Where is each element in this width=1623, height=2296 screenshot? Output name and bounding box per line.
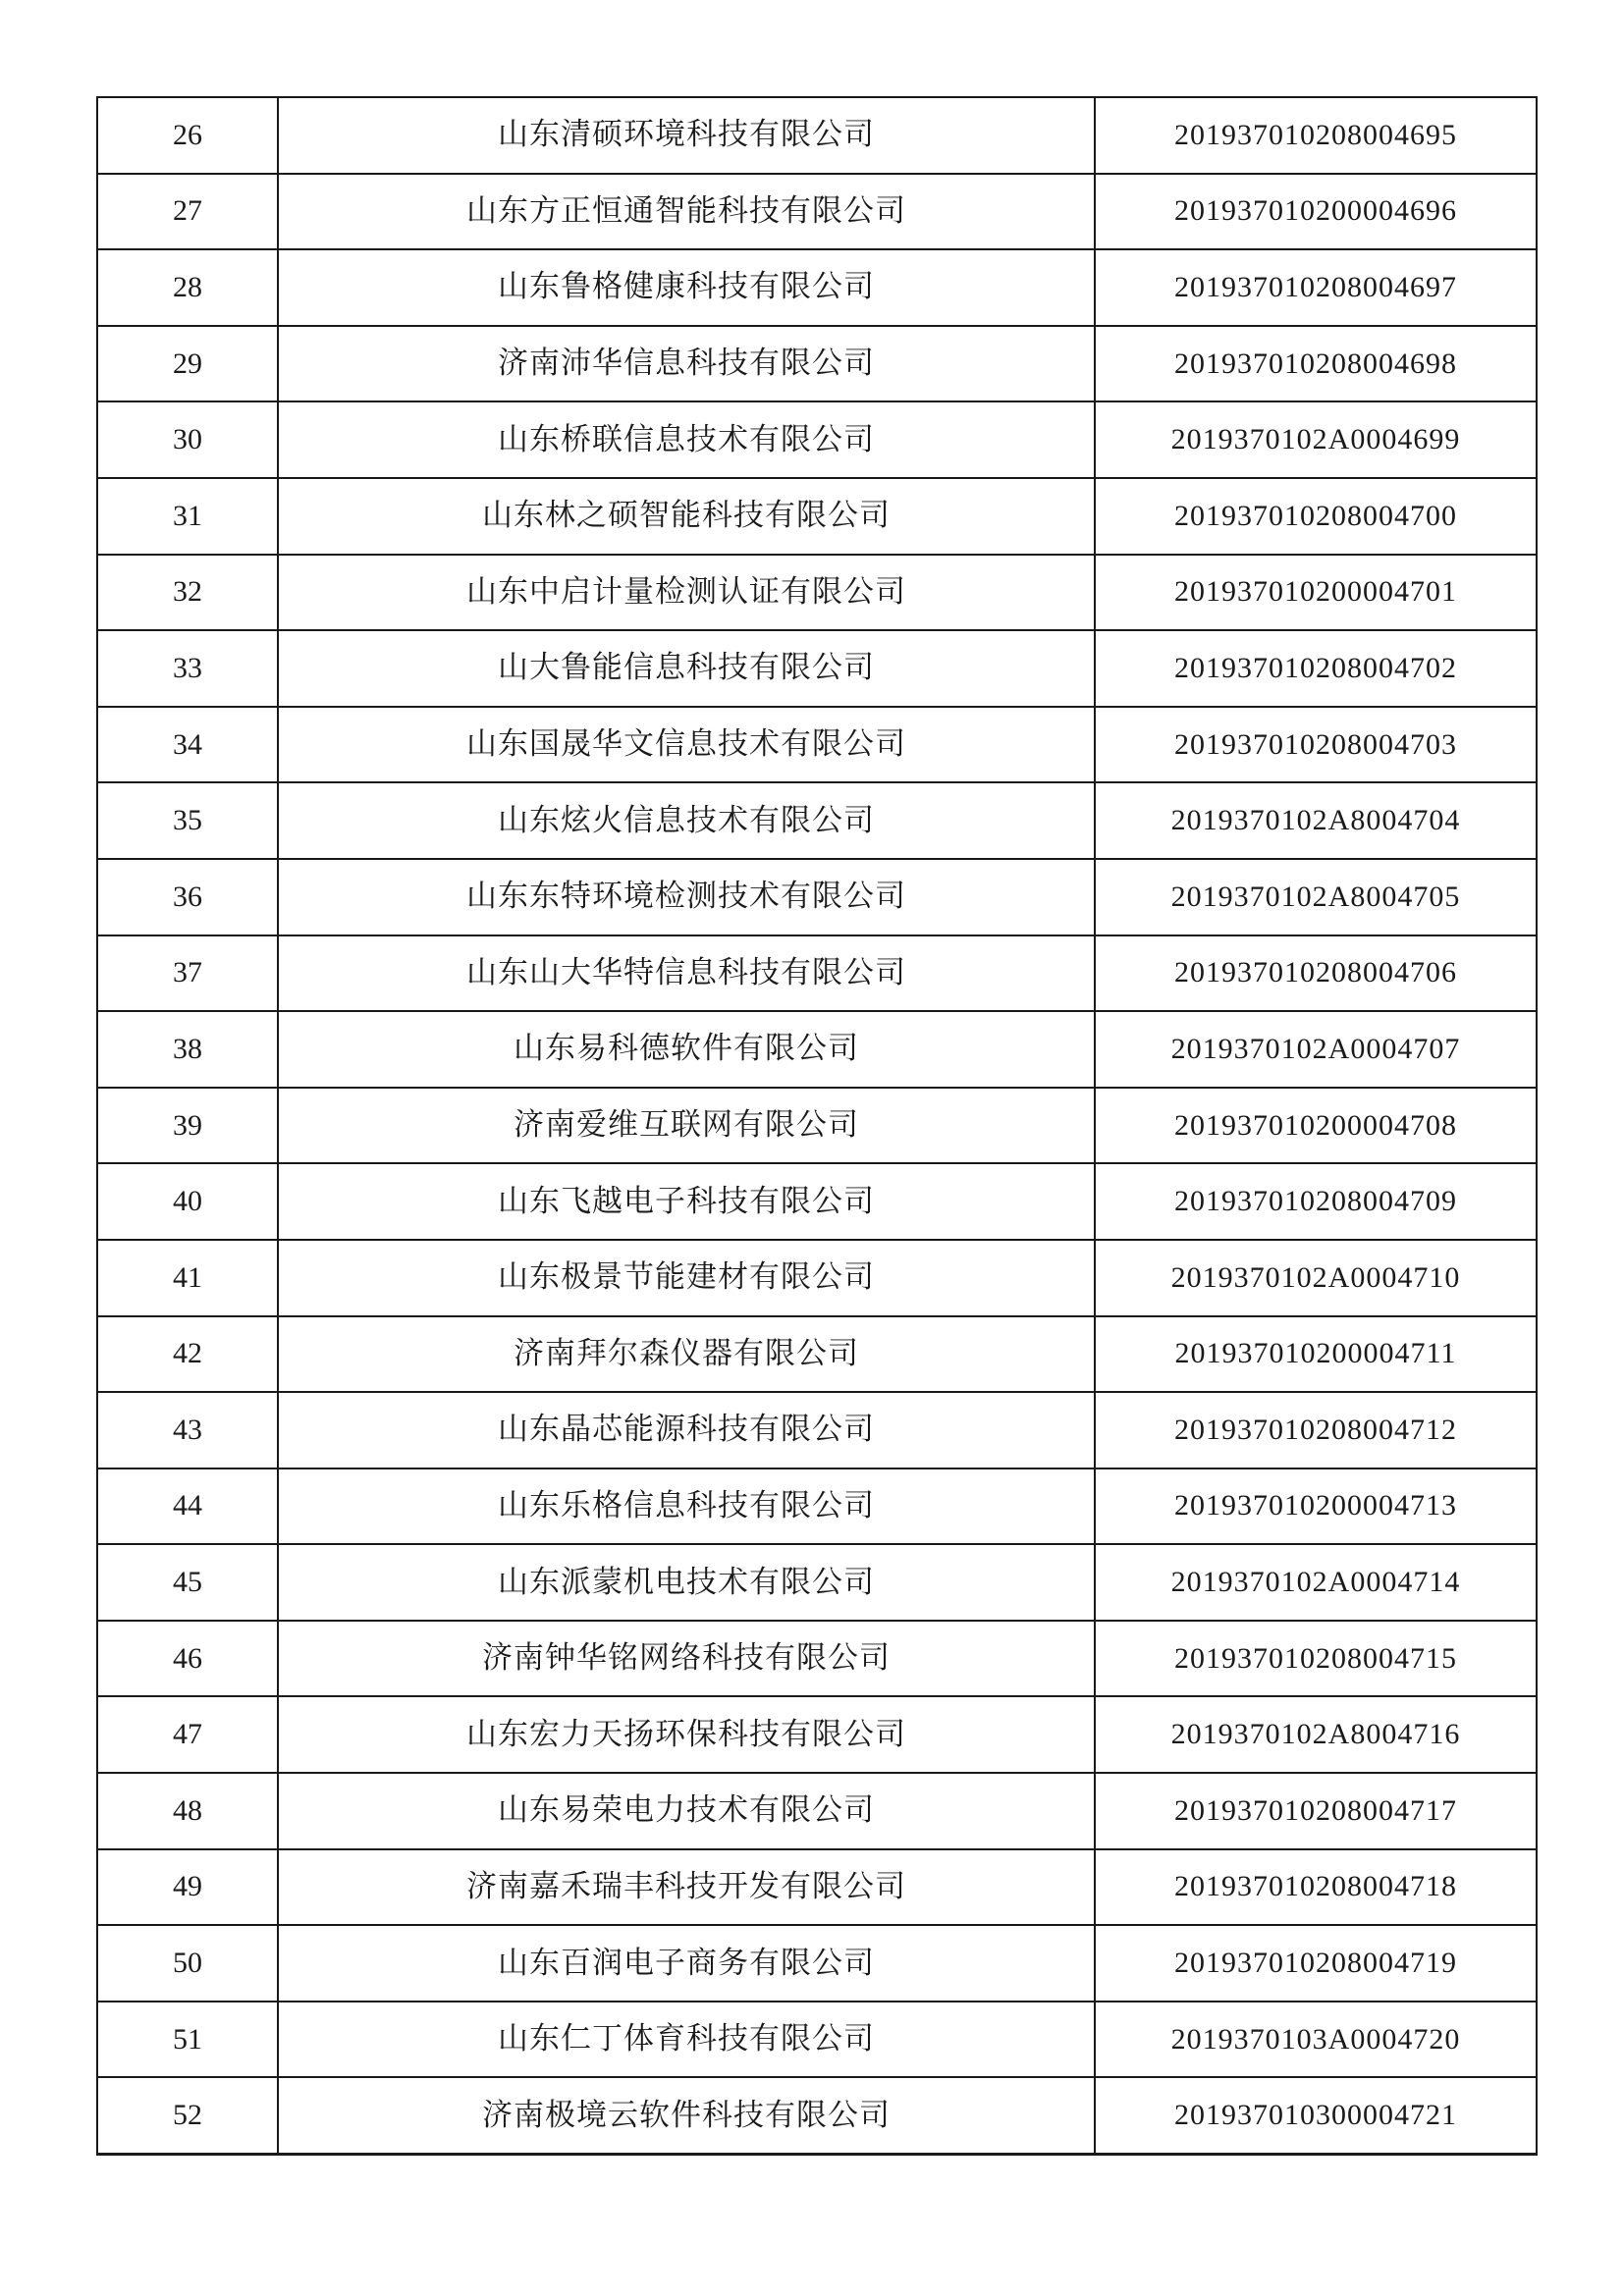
table-row (97, 326, 1537, 402)
table-row (97, 1088, 1537, 1164)
table-row (97, 174, 1537, 250)
registration-code: 2019370102A8004716 (1095, 1696, 1537, 1773)
table-row (97, 478, 1537, 555)
table-body (97, 97, 1537, 2155)
row-number: 30 (97, 401, 278, 478)
registration-code: 201937010208004697 (1095, 249, 1537, 326)
row-number: 51 (97, 2002, 278, 2078)
registration-code: 201937010200004711 (1095, 1316, 1537, 1393)
table-row (97, 1925, 1537, 2002)
table-row (97, 1163, 1537, 1240)
company-name: 济南极境云软件科技有限公司 (278, 2077, 1095, 2154)
registration-code: 201937010208004703 (1095, 707, 1537, 783)
row-number: 31 (97, 478, 278, 555)
row-number: 32 (97, 555, 278, 631)
company-registry-table (96, 96, 1538, 2156)
company-name: 山东桥联信息技术有限公司 (278, 401, 1095, 478)
table-row (97, 97, 1537, 174)
row-number: 47 (97, 1696, 278, 1773)
table-row (97, 555, 1537, 631)
table-row (97, 859, 1537, 935)
row-number: 40 (97, 1163, 278, 1240)
company-name: 山东方正恒通智能科技有限公司 (278, 174, 1095, 250)
row-number: 37 (97, 935, 278, 1012)
company-name: 山东极景节能建材有限公司 (278, 1240, 1095, 1316)
registration-code: 201937010300004721 (1095, 2077, 1537, 2154)
row-number: 46 (97, 1621, 278, 1697)
company-name: 山东炫火信息技术有限公司 (278, 782, 1095, 859)
row-number: 26 (97, 97, 278, 174)
table-row (97, 1849, 1537, 1926)
company-name: 山东中启计量检测认证有限公司 (278, 555, 1095, 631)
row-number: 39 (97, 1088, 278, 1164)
table-row (97, 1316, 1537, 1393)
registration-code: 2019370102A0004710 (1095, 1240, 1537, 1316)
table-row (97, 630, 1537, 707)
company-name: 山东国晟华文信息技术有限公司 (278, 707, 1095, 783)
registration-code: 201937010200004708 (1095, 1088, 1537, 1164)
company-name: 济南爱维互联网有限公司 (278, 1088, 1095, 1164)
row-number: 28 (97, 249, 278, 326)
row-number: 49 (97, 1849, 278, 1926)
table-row (97, 2002, 1537, 2078)
company-name: 山东仁丁体育科技有限公司 (278, 2002, 1095, 2078)
company-name: 山东清硕环境科技有限公司 (278, 97, 1095, 174)
company-name: 山东东特环境检测技术有限公司 (278, 859, 1095, 935)
registration-code: 201937010208004698 (1095, 326, 1537, 402)
row-number: 35 (97, 782, 278, 859)
registration-code: 201937010200004713 (1095, 1468, 1537, 1545)
registration-code: 2019370102A0004714 (1095, 1544, 1537, 1621)
table-row (97, 1392, 1537, 1468)
row-number: 45 (97, 1544, 278, 1621)
table-row (97, 1011, 1537, 1088)
registration-code: 201937010208004719 (1095, 1925, 1537, 2002)
company-name: 山东易荣电力技术有限公司 (278, 1773, 1095, 1849)
company-name: 山大鲁能信息科技有限公司 (278, 630, 1095, 707)
registration-code: 201937010200004696 (1095, 174, 1537, 250)
company-name: 济南嘉禾瑞丰科技开发有限公司 (278, 1849, 1095, 1926)
table-row (97, 249, 1537, 326)
registration-code: 201937010208004718 (1095, 1849, 1537, 1926)
table-row (97, 1696, 1537, 1773)
company-name: 山东派蒙机电技术有限公司 (278, 1544, 1095, 1621)
row-number: 52 (97, 2077, 278, 2154)
registration-code: 201937010208004702 (1095, 630, 1537, 707)
row-number: 42 (97, 1316, 278, 1393)
row-number: 33 (97, 630, 278, 707)
company-name: 山东百润电子商务有限公司 (278, 1925, 1095, 2002)
registration-code: 2019370103A0004720 (1095, 2002, 1537, 2078)
company-name: 山东宏力天扬环保科技有限公司 (278, 1696, 1095, 1773)
company-name: 山东易科德软件有限公司 (278, 1011, 1095, 1088)
company-name: 山东山大华特信息科技有限公司 (278, 935, 1095, 1012)
company-name: 济南拜尔森仪器有限公司 (278, 1316, 1095, 1393)
registration-code: 201937010208004709 (1095, 1163, 1537, 1240)
registration-code: 201937010208004700 (1095, 478, 1537, 555)
table-row (97, 2077, 1537, 2154)
table-row (97, 1773, 1537, 1849)
company-name: 济南沛华信息科技有限公司 (278, 326, 1095, 402)
company-name: 山东鲁格健康科技有限公司 (278, 249, 1095, 326)
table-row (97, 782, 1537, 859)
table-row (97, 935, 1537, 1012)
row-number: 43 (97, 1392, 278, 1468)
row-number: 44 (97, 1468, 278, 1545)
row-number: 48 (97, 1773, 278, 1849)
company-name: 山东晶芯能源科技有限公司 (278, 1392, 1095, 1468)
table-row (97, 1468, 1537, 1545)
registration-code: 2019370102A0004699 (1095, 401, 1537, 478)
company-name: 济南钟华铭网络科技有限公司 (278, 1621, 1095, 1697)
registration-code: 2019370102A8004705 (1095, 859, 1537, 935)
registration-code: 201937010200004701 (1095, 555, 1537, 631)
company-name: 山东乐格信息科技有限公司 (278, 1468, 1095, 1545)
row-number: 50 (97, 1925, 278, 2002)
row-number: 36 (97, 859, 278, 935)
row-number: 38 (97, 1011, 278, 1088)
registration-code: 2019370102A8004704 (1095, 782, 1537, 859)
registration-code: 201937010208004717 (1095, 1773, 1537, 1849)
table-row (97, 1621, 1537, 1697)
company-name: 山东林之硕智能科技有限公司 (278, 478, 1095, 555)
registration-code: 201937010208004695 (1095, 97, 1537, 174)
table-row (97, 1544, 1537, 1621)
row-number: 29 (97, 326, 278, 402)
table-row (97, 401, 1537, 478)
registration-code: 2019370102A0004707 (1095, 1011, 1537, 1088)
company-name: 山东飞越电子科技有限公司 (278, 1163, 1095, 1240)
row-number: 41 (97, 1240, 278, 1316)
registration-code: 201937010208004715 (1095, 1621, 1537, 1697)
row-number: 27 (97, 174, 278, 250)
table-row (97, 707, 1537, 783)
row-number: 34 (97, 707, 278, 783)
registration-code: 201937010208004706 (1095, 935, 1537, 1012)
registration-code: 201937010208004712 (1095, 1392, 1537, 1468)
table-row (97, 1240, 1537, 1316)
